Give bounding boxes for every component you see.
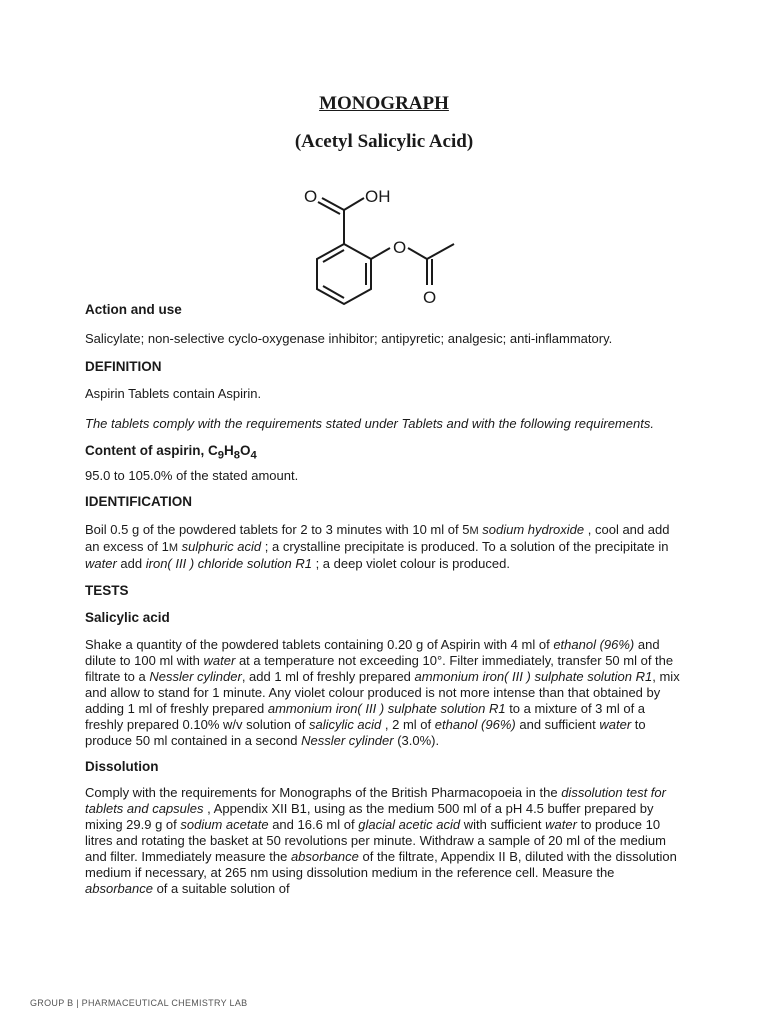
ester-carbonyl-oxygen-label: O <box>423 288 437 307</box>
page-footer: GROUP B | PHARMACEUTICAL CHEMISTRY LAB <box>30 998 248 1008</box>
content-heading: Content of aspirin, $C_9H_8O_4$ <box>85 443 257 462</box>
carbonyl-oxygen-label: O <box>304 187 318 206</box>
action-heading: Action and use <box>85 302 182 317</box>
identification-text: Boil 0.5 g of the powdered tablets for 2 to 3 minutes with 10 ml of 5M sodium hydroxide , cool and add an excess of 1M sulphuric acid ; a crystalline precipitate is produced. To a solution of the precipitate in water add iron( III ) chloride solution R1 ; a deep violet colour is produced. <box>85 521 670 571</box>
identification-heading: IDENTIFICATION <box>85 493 192 509</box>
dissolution-text: Comply with the requirements for Monographs of the British Pharmacopoeia in the dissolution test for tablets and capsules , Appendix XII B1, using as the medium 500 ml of a pH 4.5 buffer prepared by mixing 29.9 g of sodium acetate and 16.6 ml of glacial acetic acid with sufficient water to produce 10 litres and rotating the basket at 50 revolutions per minute. Withdraw a sample of 20 ml of the medium and filter. Immediately measure the absorbance of the filtrate, Appendix II B, diluted with the dissolution medium if necessary, at 265 nm using dissolution medium in the reference cell. Measure the absorbance of a suitable solution of <box>85 784 677 896</box>
definition-text: Aspirin Tablets contain Aspirin. <box>85 386 262 401</box>
page-title: MONOGRAPH <box>319 93 449 114</box>
page-subtitle: (Acetyl Salicylic Acid) <box>294 131 474 152</box>
salicylic-acid-heading: Salicylic acid <box>85 609 170 625</box>
content-text: 95.0 to 105.0% of the stated amount. <box>85 467 299 483</box>
monograph-body <box>85 302 685 897</box>
dissolution-heading: Dissolution <box>85 758 159 774</box>
tests-heading: TESTS <box>85 582 129 598</box>
aspirin-structure-diagram <box>292 172 472 317</box>
definition-note: The tablets comply with the requirements stated under Tablets and with the following requirements. <box>85 416 654 431</box>
salicylic-acid-text: Shake a quantity of the powdered tablets containing 0.20 g of Aspirin with 4 ml of ethanol (96%) and dilute to 100 ml with water at a temperature not exceeding 10°. Filter immediately, transfer 50 ml of the filtrate to a Nessler cylinder, add 1 ml of freshly prepared ammonium iron( III ) sulphate solution R1, mix and allow to stand for 1 minute. Any violet colour produced is not more intense than that obtained by adding 1 ml of freshly prepared ammonium iron( III ) sulphate solution R1 to a mixture of 3 ml of a freshly prepared 0.10% w/v solution of salicylic acid , 2 ml of ethanol (96%) and sufficient water to produce 50 ml contained in a second Nessler cylinder (3.0%). <box>85 636 680 748</box>
action-text: Salicylate; non-selective cyclo-oxygenase inhibitor; antipyretic; analgesic; anti-inflammatory. <box>85 331 613 346</box>
definition-heading: DEFINITION <box>85 359 162 374</box>
hydroxyl-label: OH <box>365 187 391 206</box>
ester-oxygen-label: O <box>393 238 407 257</box>
benzene-ring <box>317 244 371 304</box>
